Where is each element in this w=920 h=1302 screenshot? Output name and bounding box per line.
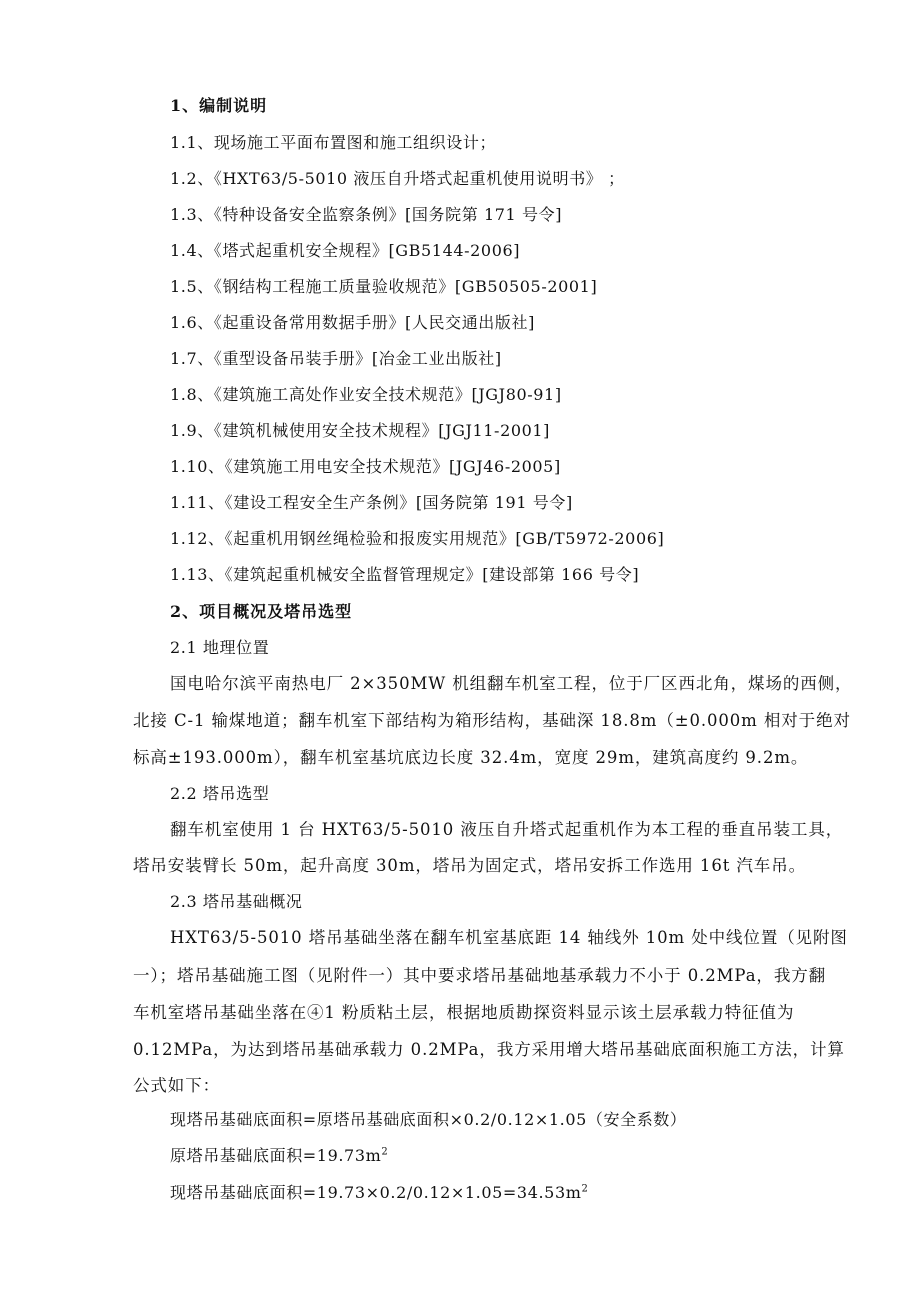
reference-item: 1.11、《建设工程安全生产条例》[国务院第 191 号令] (170, 493, 573, 512)
reference-item: 1.9、《建筑机械使用安全技术规程》[JGJ11-2001] (170, 421, 551, 440)
area-exponent: 2 (381, 1146, 389, 1158)
paragraph-line: 塔吊安装臂长 50m，起升高度 30m，塔吊为固定式，塔吊安拆工作选用 16t 汽车吊。 (133, 856, 806, 875)
paragraph-line: 标高±193.000m），翻车机室基坑底边长度 32.4m，宽度 29m，建筑高度约 9.2m。 (133, 748, 809, 767)
reference-item: 1.7、《重型设备吊装手册》[冶金工业出版社] (170, 349, 502, 368)
subsection-title: 2.3 塔吊基础概况 (170, 892, 303, 911)
area-exponent: 2 (581, 1183, 589, 1195)
formula-text: 现塔吊基础底面积=19.73×0.2/0.12×1.05=34.53m (170, 1183, 582, 1202)
paragraph-line: 北接 C-1 输煤地道；翻车机室下部结构为箱形结构，基础深 18.8m（±0.000m 相对于绝对 (133, 711, 851, 730)
reference-item: 1.13、《建筑起重机械安全监督管理规定》[建设部第 166 号令] (170, 565, 640, 584)
paragraph-line: 车机室塔吊基础坐落在④1 粉质粘土层，根据地质勘探资料显示该土层承载力特征值为 (133, 1003, 795, 1022)
paragraph-line: 一）；塔吊基础施工图（见附件一）其中要求塔吊基础地基承载力不小于 0.2MPa，我方翻 (133, 966, 827, 985)
paragraph-line: 0.12MPa，为达到塔吊基础承载力 0.2MPa，我方采用增大塔吊基础底面积施工方法，计算 (133, 1040, 845, 1059)
reference-item: 1.5、《钢结构工程施工质量验收规范》[GB50505-2001] (170, 277, 598, 296)
formula-line: 现塔吊基础底面积=原塔吊基础底面积×0.2/0.12×1.05（安全系数） (170, 1110, 687, 1129)
paragraph-line: 国电哈尔滨平南热电厂 2×350MW 机组翻车机室工程，位于厂区西北角，煤场的西侧， (170, 674, 853, 693)
paragraph-line: HXT63/5-5010 塔吊基础坐落在翻车机室基底距 14 轴线外 10m 处中线位置（见附图 (170, 928, 848, 947)
reference-item: 1.12、《起重机用钢丝绳检验和报废实用规范》[GB/T5972-2006] (170, 529, 665, 548)
formula-line (170, 1146, 388, 1166)
section-2-heading: 2、项目概况及塔吊选型 (170, 602, 353, 621)
reference-item: 1.2、《HXT63/5-5010 液压自升塔式起重机使用说明书》 ； (170, 169, 625, 188)
reference-item: 1.8、《建筑施工高处作业安全技术规范》[JGJ80-91] (170, 385, 562, 404)
reference-item: 1.4、《塔式起重机安全规程》[GB5144-2006] (170, 241, 521, 260)
reference-item: 1.6、《起重设备常用数据手册》[人民交通出版社] (170, 313, 535, 332)
reference-item: 1.10、《建筑施工用电安全技术规范》[JGJ46-2005] (170, 457, 561, 476)
section-1-heading: 1、编制说明 (170, 96, 268, 115)
paragraph-line: 公式如下： (133, 1076, 220, 1095)
paragraph-line: 翻车机室使用 1 台 HXT63/5-5010 液压自升塔式起重机作为本工程的垂直吊装工具， (170, 820, 844, 839)
subsection-title: 2.1 地理位置 (170, 638, 270, 657)
formula-text: 原塔吊基础底面积=19.73m (170, 1146, 382, 1165)
formula-line (170, 1183, 588, 1203)
reference-item: 1.1、现场施工平面布置图和施工组织设计； (170, 133, 497, 152)
reference-item: 1.3、《特种设备安全监察条例》[国务院第 171 号令] (170, 205, 563, 224)
subsection-title: 2.2 塔吊选型 (170, 784, 270, 803)
